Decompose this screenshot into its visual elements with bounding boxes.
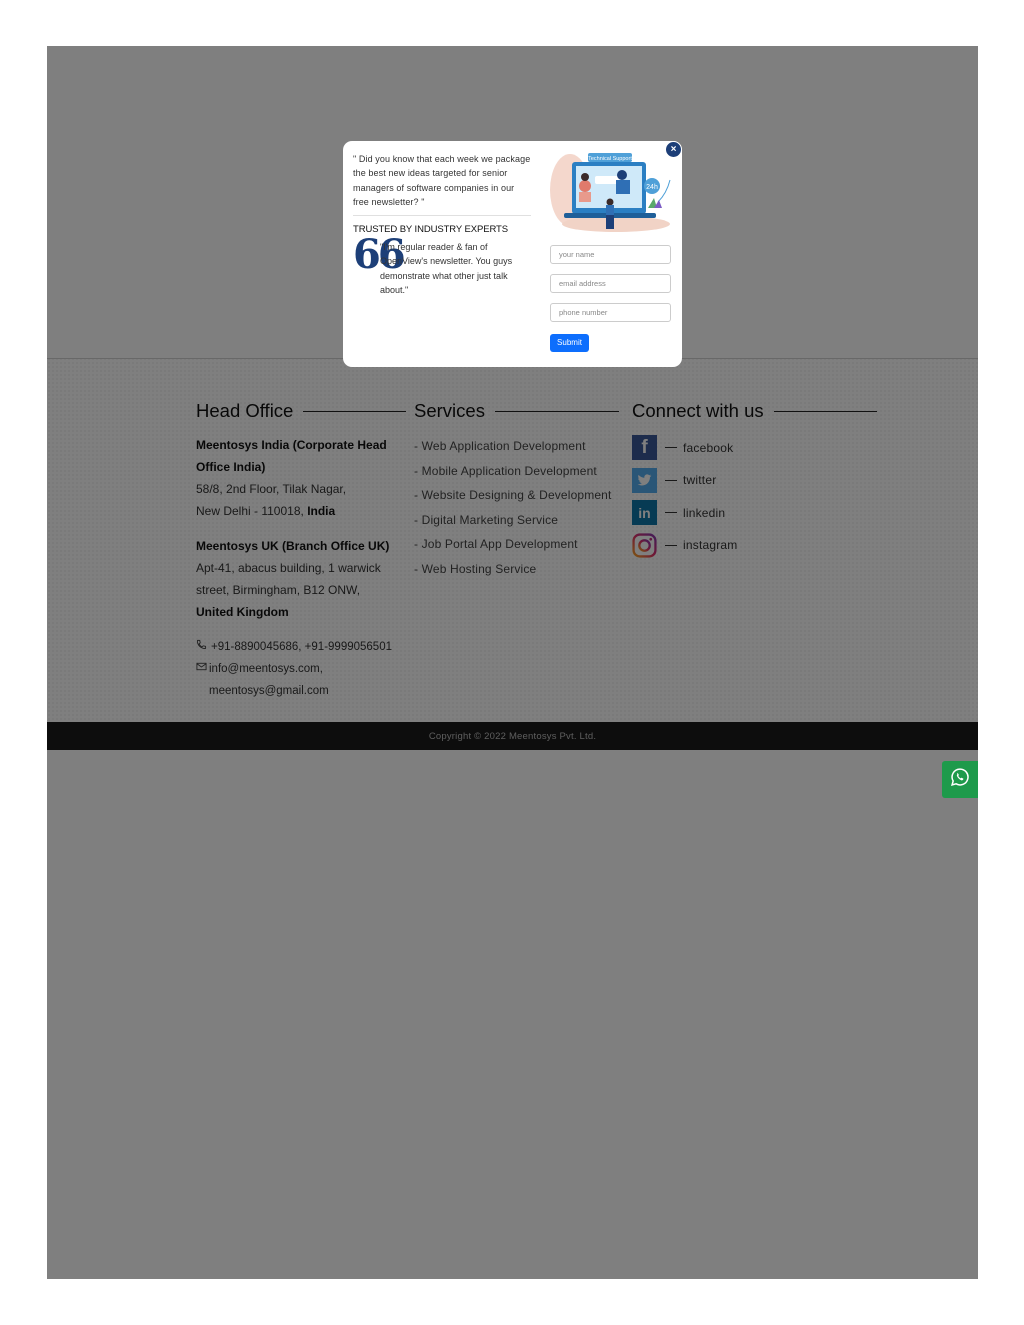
whatsapp-icon (950, 767, 970, 792)
testimonial-text: "I'm regular reader & fan of OpenView's newsletter. You guys demonstrate what other just talk about." (380, 242, 513, 296)
modal-right (550, 150, 672, 352)
illustration-badge-text: 24h (646, 184, 658, 191)
name-input[interactable] (550, 245, 671, 264)
trusted-heading: TRUSTED BY INDUSTRY EXPERTS (353, 224, 508, 236)
submit-button[interactable]: Submit (550, 334, 589, 352)
whatsapp-button[interactable] (942, 761, 978, 798)
modal-left (353, 152, 531, 297)
modal-divider (353, 215, 531, 216)
testimonial (353, 231, 531, 297)
illustration-banner-text: Technical Support (588, 156, 632, 162)
quote-mark-icon: 66 (353, 231, 403, 279)
support-illustration (550, 150, 672, 240)
phone-input[interactable] (550, 303, 671, 322)
email-input[interactable] (550, 274, 671, 293)
newsletter-pitch: " Did you know that each week we package the best new ideas targeted for senior managers of software companies in our free newsletter? " (353, 154, 531, 207)
close-modal-button[interactable]: × (665, 141, 682, 158)
newsletter-modal (343, 141, 682, 367)
